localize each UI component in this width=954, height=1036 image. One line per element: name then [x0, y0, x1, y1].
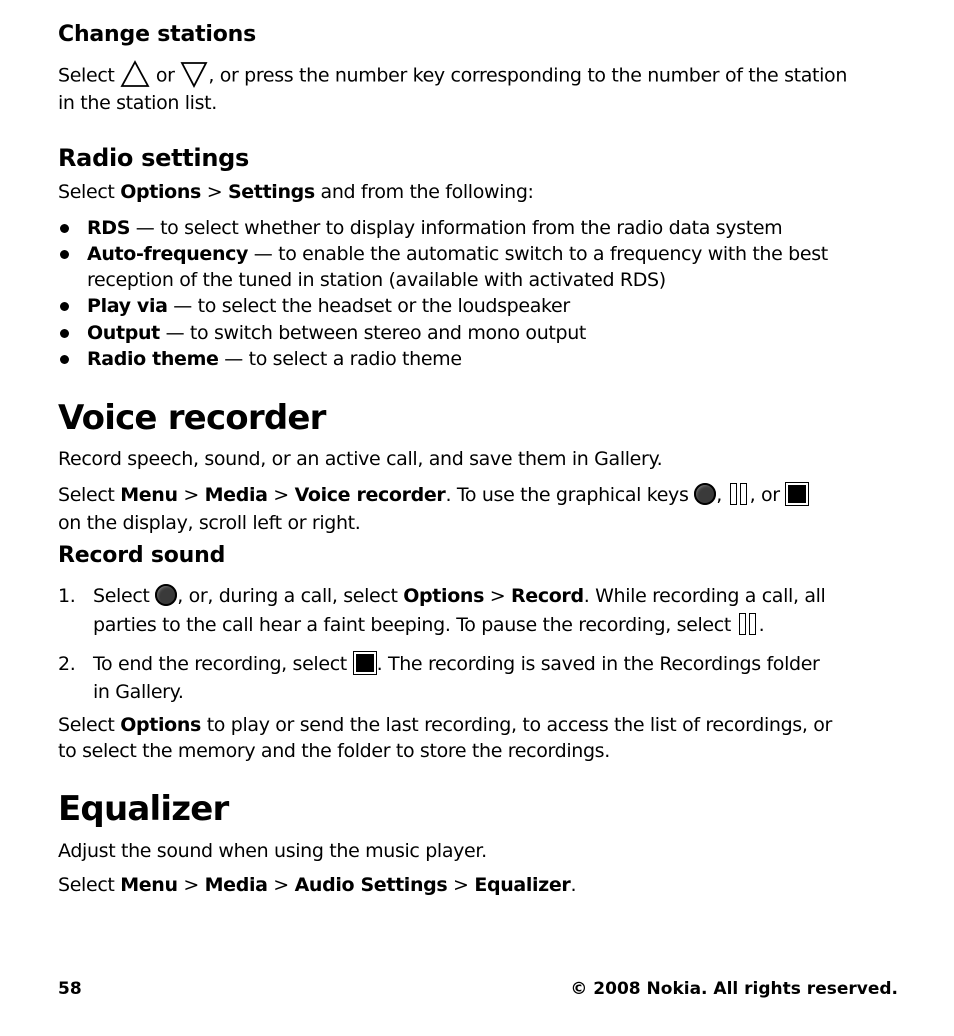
equalizer-select: Select Menu > Media > Audio Settings > Equalizer.	[58, 874, 577, 896]
heading-equalizer: Equalizer	[58, 789, 229, 829]
voice-recorder-options-line1: Select Options to play or send the last recording, to access the list of recordings, or	[58, 714, 832, 736]
voice-recorder-select-line1: Select Menu > Media > Voice recorder. To use the graphical keys , , or	[58, 482, 809, 509]
stop-icon	[353, 651, 377, 675]
down-triangle-icon	[180, 60, 208, 88]
page-number: 58	[58, 979, 82, 999]
voice-recorder-intro: Record speech, sound, or an active call, and save them in Gallery.	[58, 448, 663, 470]
pause-icon	[737, 612, 759, 636]
heading-radio-settings: Radio settings	[58, 144, 250, 172]
stop-icon	[785, 482, 809, 506]
heading-voice-recorder: Voice recorder	[58, 398, 326, 438]
voice-recorder-options-line2: to select the memory and the folder to store the recordings.	[58, 740, 610, 762]
bullet-icon	[60, 355, 69, 364]
record-icon	[694, 483, 716, 505]
pause-icon	[728, 482, 750, 506]
voice-recorder-select-line2: on the display, scroll left or right.	[58, 512, 361, 534]
change-stations-text-line2: in the station list.	[58, 92, 217, 114]
bullet-icon	[60, 329, 69, 338]
bullet-icon	[60, 250, 69, 259]
heading-record-sound: Record sound	[58, 543, 226, 568]
record-icon	[155, 584, 177, 606]
bullet-icon	[60, 302, 69, 311]
equalizer-intro: Adjust the sound when using the music player.	[58, 840, 487, 862]
bullet-icon	[60, 224, 69, 233]
change-stations-text-line1: Select or , or press the number key corresponding to the number of the station	[58, 62, 847, 90]
copyright: © 2008 Nokia. All rights reserved.	[570, 979, 898, 999]
up-triangle-icon	[120, 60, 150, 88]
radio-settings-intro: Select Options > Settings and from the following:	[58, 181, 534, 203]
heading-change-stations: Change stations	[58, 22, 257, 47]
